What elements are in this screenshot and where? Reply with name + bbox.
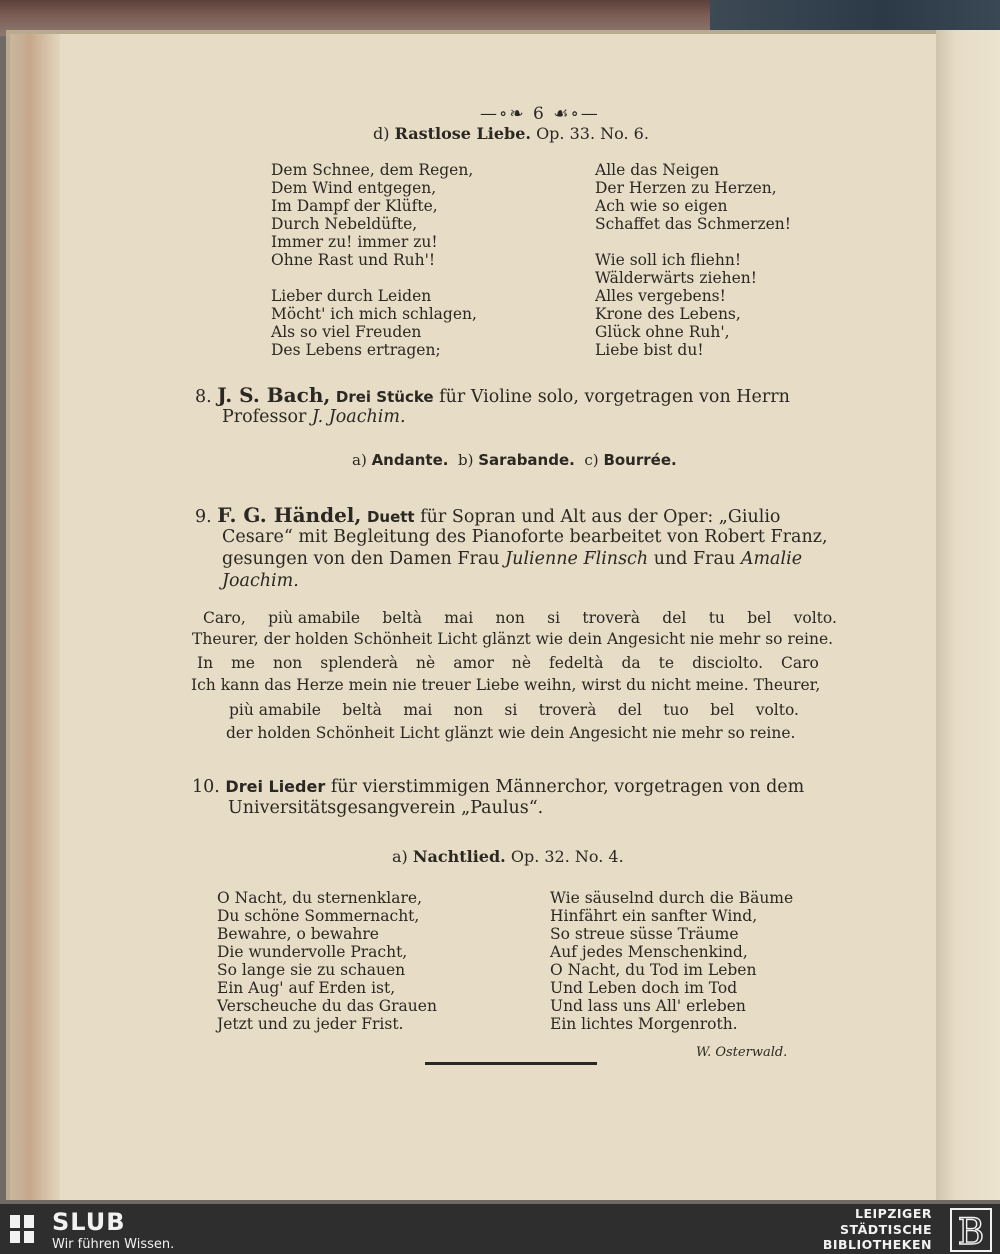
- program-item-8-line1: [195, 385, 790, 408]
- lyric-italian-1: [203, 609, 837, 627]
- library-name-line: BIBLIOTHEKEN: [822, 1237, 932, 1252]
- poem-line: So lange sie zu schauen: [217, 961, 406, 979]
- heading-opus: Op. 32. No. 4.: [510, 847, 624, 866]
- poem-line: Alle das Neigen: [595, 161, 720, 179]
- library-name: [823, 1206, 932, 1253]
- poem-line: Als so viel Freuden: [271, 323, 422, 341]
- lyric-word: tuo: [663, 701, 689, 719]
- lyric-word: Caro,: [203, 609, 246, 627]
- lyric-word: si: [504, 701, 518, 719]
- poem-line: Du schöne Sommernacht,: [217, 907, 420, 925]
- lyric-word: beltà: [342, 701, 382, 719]
- poem-line: Die wundervolle Pracht,: [217, 943, 408, 961]
- song-heading-rastlose-liebe: [373, 124, 649, 143]
- poem-line: Krone des Lebens,: [595, 305, 741, 323]
- poem-line: Jetzt und zu jeder Frist.: [217, 1015, 404, 1033]
- lyric-word: troverà: [582, 609, 640, 627]
- poem-line: Möcht' ich mich schlagen,: [271, 305, 477, 323]
- poem-line: Hinfährt ein sanfter Wind,: [550, 907, 758, 925]
- item-text: für vierstimmigen Männerchor, vorgetragen von dem: [330, 777, 805, 797]
- page-number: —∘❧ 6 ☙∘—: [480, 104, 600, 124]
- lyric-word: mai: [444, 609, 474, 627]
- lyric-word: In: [197, 654, 214, 672]
- poem-line: Lieber durch Leiden: [271, 287, 432, 305]
- poem-line: So streue süsse Träume: [550, 925, 739, 943]
- singer-name: Julienne Flinsch: [505, 549, 649, 569]
- lyric-german-2: Ich kann das Herze mein nie treuer Liebe weihn, wirst du nicht meine. Theurer,: [191, 676, 821, 694]
- poem-line: Ohne Rast und Ruh'!: [271, 251, 436, 269]
- work-title: Drei Stücke: [335, 388, 434, 406]
- poem-line: Dem Schnee, dem Regen,: [271, 161, 474, 179]
- poem-line: Ein lichtes Morgenroth.: [550, 1015, 738, 1033]
- song-heading-nachtlied: [392, 847, 624, 866]
- slub-logo-icon: [8, 1213, 36, 1245]
- poem-line: Auf jedes Menschenkind,: [550, 943, 748, 961]
- poem-line: Wie säuselnd durch die Bäume: [550, 889, 794, 907]
- program-item-10-line1: [192, 776, 804, 798]
- poem-line: Wie soll ich fliehn!: [595, 251, 742, 269]
- poem-author: W. Osterwald.: [696, 1045, 788, 1060]
- lyric-word: non: [495, 609, 525, 627]
- poem-line: Alles vergebens!: [595, 287, 726, 305]
- poem-line: Immer zu! immer zu!: [271, 233, 438, 251]
- work-title: Duett: [366, 508, 415, 526]
- poem-line: Im Dampf der Klüfte,: [271, 197, 438, 215]
- item-number: 8.: [195, 387, 212, 407]
- lyric-italian-2: [197, 654, 819, 672]
- poem-line: Des Lebens ertragen;: [271, 341, 441, 359]
- lyric-word: nè: [511, 654, 532, 672]
- lyric-word: amor: [453, 654, 494, 672]
- poem-line: Ach wie so eigen: [595, 197, 728, 215]
- item-text: Professor: [222, 407, 307, 427]
- slub-name: SLUB: [52, 1208, 126, 1236]
- document-page: [10, 34, 936, 1200]
- poem-line: Und Leben doch im Tod: [550, 979, 738, 997]
- lyric-word: del: [617, 701, 642, 719]
- heading-title: Rastlose Liebe.: [394, 124, 531, 143]
- part-name: Sarabande.: [478, 451, 575, 469]
- item-text: gesungen von den Damen Frau: [222, 549, 500, 569]
- item-text: für Sopran und Alt aus der Oper: „Giulio: [420, 507, 781, 527]
- poem-line: Ein Aug' auf Erden ist,: [217, 979, 396, 997]
- library-name-line: STÄDTISCHE: [840, 1221, 932, 1237]
- poem-line: Wälderwärts ziehen!: [595, 269, 757, 287]
- poem1-left: [271, 161, 477, 359]
- part-name: Andante.: [371, 451, 449, 469]
- poem-line: [595, 233, 791, 251]
- poem-line: Und lass uns All' erleben: [550, 997, 746, 1015]
- item-text: und Frau: [653, 549, 736, 569]
- lyric-word: non: [453, 701, 483, 719]
- lyric-word: bel: [710, 701, 735, 719]
- poem-line: Dem Wind entgegen,: [271, 179, 437, 197]
- performer-name: J. Joachim.: [311, 407, 406, 427]
- program-item-9-line1: [195, 505, 780, 528]
- poem-line: Bewahre, o bewahre: [217, 925, 379, 943]
- lyric-word: me: [231, 654, 255, 672]
- lyric-word: fedeltà: [549, 654, 604, 672]
- item-8-parts: [352, 451, 677, 469]
- lyric-word: del: [662, 609, 687, 627]
- part-name: Bourrée.: [603, 451, 677, 469]
- closing-rule: [425, 1062, 597, 1065]
- lyric-word: splenderà: [320, 654, 399, 672]
- poem-line: Glück ohne Ruh',: [595, 323, 730, 341]
- slub-tagline: Wir führen Wissen.: [52, 1237, 175, 1252]
- poem-line: Der Herzen zu Herzen,: [595, 179, 777, 197]
- poem-line: Verscheuche du das Grauen: [217, 997, 437, 1015]
- item-text: für Violine solo, vorgetragen von Herrn: [439, 387, 790, 407]
- lyric-word: nè: [416, 654, 436, 672]
- library-name-line: LEIPZIGER: [855, 1206, 932, 1221]
- lyric-word: volto.: [755, 701, 799, 719]
- poem1-right: [595, 161, 791, 359]
- poem-line: Liebe bist du!: [595, 341, 704, 359]
- poem2-left: [217, 889, 437, 1033]
- heading-opus: Op. 33. No. 6.: [536, 124, 649, 143]
- program-item-9-line3: [222, 549, 802, 570]
- program-item-10-line2: Universitätsgesangverein „Paulus“.: [228, 798, 544, 818]
- part-prefix: b): [458, 451, 474, 469]
- poem-line: O Nacht, du sternenklare,: [217, 889, 423, 907]
- library-logo-icon: [950, 1208, 992, 1252]
- item-number: 10.: [192, 777, 220, 797]
- program-item-8-line2: [222, 407, 406, 428]
- work-title: Drei Lieder: [225, 777, 326, 796]
- lyric-word: troverà: [538, 701, 597, 719]
- lyric-word: te: [658, 654, 675, 672]
- lyric-word: beltà: [382, 609, 422, 627]
- lyric-german-1: Theurer, der holden Schönheit Licht glänzt wie dein Angesicht nie mehr so reine.: [192, 630, 834, 648]
- lyric-word: più amabile: [268, 609, 361, 627]
- part-prefix: a): [352, 451, 367, 469]
- item-number: 9.: [195, 507, 212, 527]
- composer-name: F. G. Händel,: [217, 503, 362, 527]
- lyric-word: tu: [708, 609, 725, 627]
- singer-name: Amalie: [740, 549, 803, 569]
- poem-line: [271, 269, 477, 287]
- part-prefix: c): [584, 451, 599, 469]
- lyric-german-3: der holden Schönheit Licht glänzt wie dein Angesicht nie mehr so reine.: [226, 724, 796, 742]
- page-binding-edge: [10, 34, 60, 1200]
- next-page-edge: [936, 30, 1000, 1200]
- lyric-word: da: [621, 654, 641, 672]
- poem-line: Schaffet das Schmerzen!: [595, 215, 792, 233]
- lyric-word: disciolto.: [692, 654, 764, 672]
- heading-title: Nachtlied.: [412, 847, 506, 866]
- footer-bar: [0, 1204, 1000, 1254]
- composer-name: J. S. Bach,: [217, 383, 331, 407]
- poem-line: O Nacht, du Tod im Leben: [550, 961, 757, 979]
- program-item-9-line2: Cesare“ mit Begleitung des Pianoforte bearbeitet von Robert Franz,: [222, 527, 828, 547]
- lyric-word: non: [272, 654, 303, 672]
- heading-prefix: a): [392, 847, 408, 866]
- heading-prefix: d): [373, 124, 390, 143]
- poem2-right: [550, 889, 793, 1033]
- program-item-9-line4: Joachim.: [222, 571, 299, 591]
- lyric-word: mai: [403, 701, 433, 719]
- lyric-word: volto.: [793, 609, 837, 627]
- svg-text:B: B: [957, 1212, 985, 1252]
- lyric-word: bel: [747, 609, 772, 627]
- lyric-italian-3: [229, 701, 799, 719]
- lyric-word: più amabile: [229, 701, 321, 719]
- lyric-word: si: [547, 609, 561, 627]
- poem-line: Durch Nebeldüfte,: [271, 215, 418, 233]
- lyric-word: Caro: [781, 654, 819, 672]
